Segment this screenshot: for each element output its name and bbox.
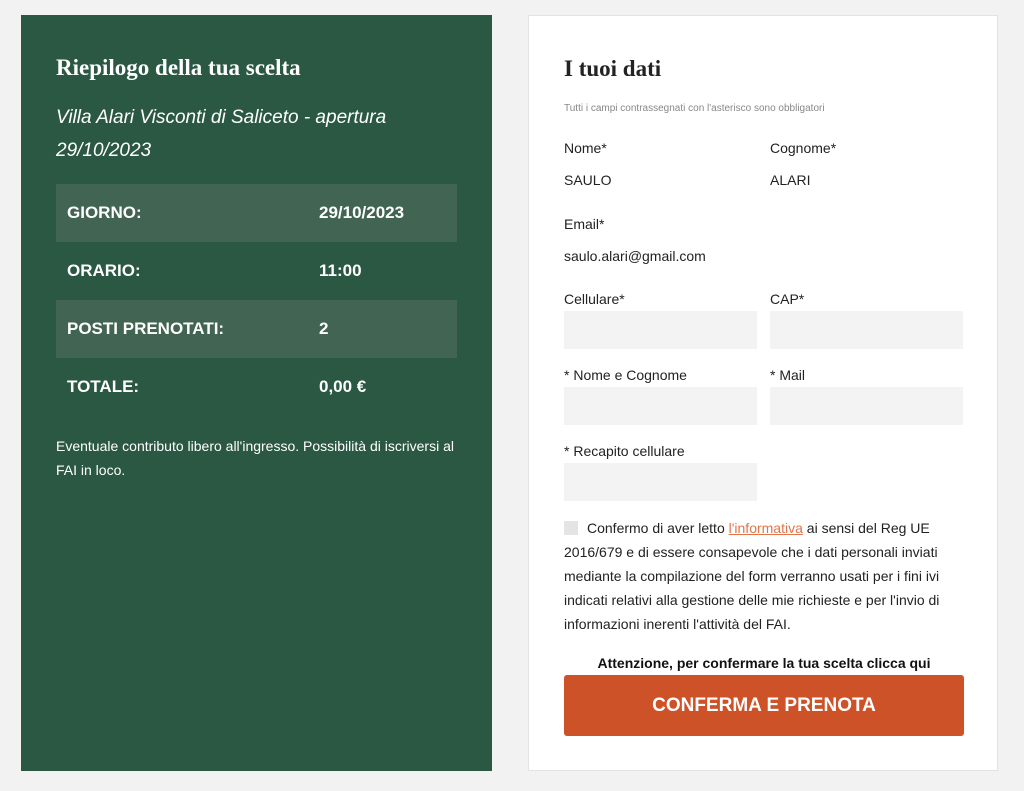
cellulare-label: Cellulare*: [564, 291, 625, 307]
summary-row-value: 0,00 €: [319, 377, 367, 396]
consent-text-after: ai sensi del Reg UE 2016/679 e di essere consapevole che i dati personali inviati mediante la compilazione del form verranno usati per i fini ivi indicati relativi alla gestione delle mie richieste e per l'invio di informazioni inerenti l'attività del FAI.: [564, 520, 940, 632]
summary-row-label: GIORNO:: [67, 203, 142, 222]
cap-input[interactable]: [770, 311, 963, 349]
email-value: saulo.alari@gmail.com: [564, 248, 706, 264]
summary-row-value: 2: [319, 319, 329, 338]
nome-cognome-input[interactable]: [564, 387, 757, 425]
recapito-input[interactable]: [564, 463, 757, 501]
email-label: Email*: [564, 216, 605, 232]
event-name: Villa Alari Visconti di Saliceto - apertura 29/10/2023: [56, 107, 387, 161]
cognome-label: Cognome*: [770, 140, 837, 156]
summary-row-seats: [56, 300, 457, 358]
cognome-value: ALARI: [770, 172, 811, 188]
nome-cognome-label: * Nome e Cognome: [564, 367, 687, 383]
summary-row-label: ORARIO:: [67, 261, 141, 280]
nome-value: SAULO: [564, 172, 612, 188]
attention-note: Attenzione, per confermare la tua scelta clicca qui: [597, 655, 931, 671]
form-title: I tuoi dati: [564, 56, 662, 81]
cap-label: CAP*: [770, 291, 805, 307]
recapito-label: * Recapito cellulare: [564, 443, 685, 459]
required-fields-note: Tutti i campi contrassegnati con l'asterisco sono obbligatori: [564, 103, 825, 114]
summary-row-total: [56, 358, 457, 416]
mail-label: * Mail: [770, 367, 806, 383]
summary-row-value: 29/10/2023: [319, 203, 405, 222]
summary-row-label: POSTI PRENOTATI:: [67, 319, 225, 338]
cellulare-input[interactable]: [564, 311, 757, 349]
summary-title: Riepilogo della tua scelta: [56, 55, 301, 80]
privacy-consent: [564, 516, 964, 636]
consent-checkbox[interactable]: [564, 521, 578, 535]
privacy-policy-link[interactable]: l'informativa: [728, 520, 803, 536]
summary-table: [56, 184, 457, 416]
mail-input[interactable]: [770, 387, 963, 425]
booking-summary-panel: [21, 15, 492, 771]
confirm-booking-button[interactable]: CONFERMA E PRENOTA: [564, 675, 964, 736]
summary-row-label: TOTALE:: [67, 377, 140, 396]
summary-row-value: 11:00: [319, 261, 362, 280]
summary-note: Eventuale contributo libero all'ingresso. Possibilità di iscriversi al FAI in loco.: [56, 438, 454, 478]
consent-text-before: Confermo di aver letto: [587, 520, 729, 536]
nome-label: Nome*: [564, 140, 607, 156]
summary-row-time: [56, 242, 457, 300]
personal-data-form: [528, 15, 998, 771]
summary-row-date: [56, 184, 457, 242]
